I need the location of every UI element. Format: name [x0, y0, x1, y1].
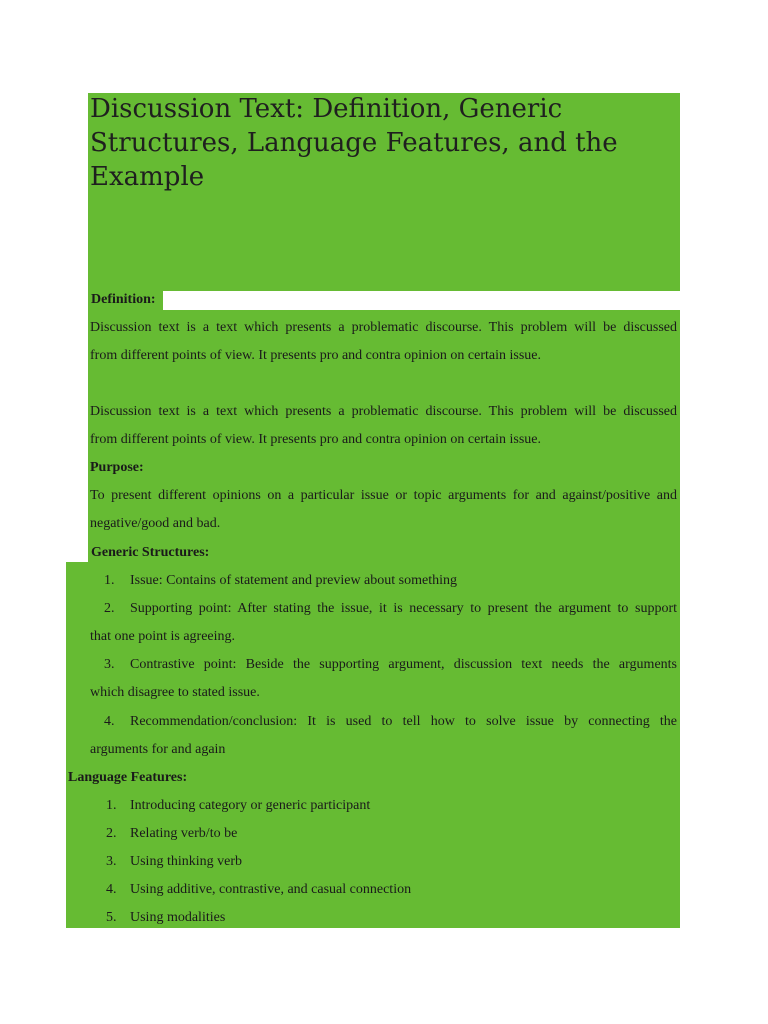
gs-item-4-line2: arguments for and again	[90, 742, 226, 757]
gs-item-4-line1: Recommendation/conclusion: It is used to tell how to solve issue by connecting the	[130, 714, 677, 729]
purpose-heading: Purpose:	[90, 460, 144, 475]
gs-item-4-number: 4.	[104, 714, 115, 729]
language-features-heading: Language Features:	[68, 770, 188, 785]
definition-para2-line2: from different points of view. It presents pro and contra opinion on certain issue.	[90, 432, 541, 447]
gs-item-3-line2: which disagree to stated issue.	[90, 685, 260, 700]
definition-para2-line1: Discussion text is a text which presents a problematic discourse. This problem will be discussed	[90, 404, 677, 419]
lf-item-3-text: Using thinking verb	[130, 854, 242, 869]
lf-item-3-number: 3.	[106, 854, 117, 869]
definition-heading: Definition:	[91, 292, 156, 307]
lf-item-1-number: 1.	[106, 798, 117, 813]
lf-item-2-number: 2.	[106, 826, 117, 841]
gs-item-3-number: 3.	[104, 657, 115, 672]
definition-para1-line2: from different points of view. It presents pro and contra opinion on certain issue.	[90, 348, 541, 363]
purpose-line1: To present different opinions on a particular issue or topic arguments for and against/positive and	[90, 488, 677, 503]
lf-item-2-text: Relating verb/to be	[130, 826, 238, 841]
gs-item-1-number: 1.	[104, 573, 115, 588]
gs-item-2-number: 2.	[104, 601, 115, 616]
lf-item-1-text: Introducing category or generic participant	[130, 798, 371, 813]
definition-para1-line1: Discussion text is a text which presents a problematic discourse. This problem will be discussed	[90, 320, 677, 335]
lf-item-4-number: 4.	[106, 882, 117, 897]
lf-item-5-text: Using modalities	[130, 910, 226, 925]
gs-item-3-line1: Contrastive point: Beside the supporting argument, discussion text needs the arguments	[130, 657, 677, 672]
page-title: Discussion Text: Definition, Generic Structures, Language Features, and the Example	[90, 94, 618, 192]
lf-item-4-text: Using additive, contrastive, and casual connection	[130, 882, 412, 897]
generic-structures-heading: Generic Structures:	[91, 545, 210, 560]
gs-item-2-line2: that one point is agreeing.	[90, 629, 236, 644]
purpose-line2: negative/good and bad.	[90, 516, 221, 531]
gs-item-2-line1: Supporting point: After stating the issue, it is necessary to present the argument to support	[130, 601, 677, 616]
lf-item-5-number: 5.	[106, 910, 117, 925]
gs-item-1-text: Issue: Contains of statement and preview about something	[130, 573, 457, 588]
